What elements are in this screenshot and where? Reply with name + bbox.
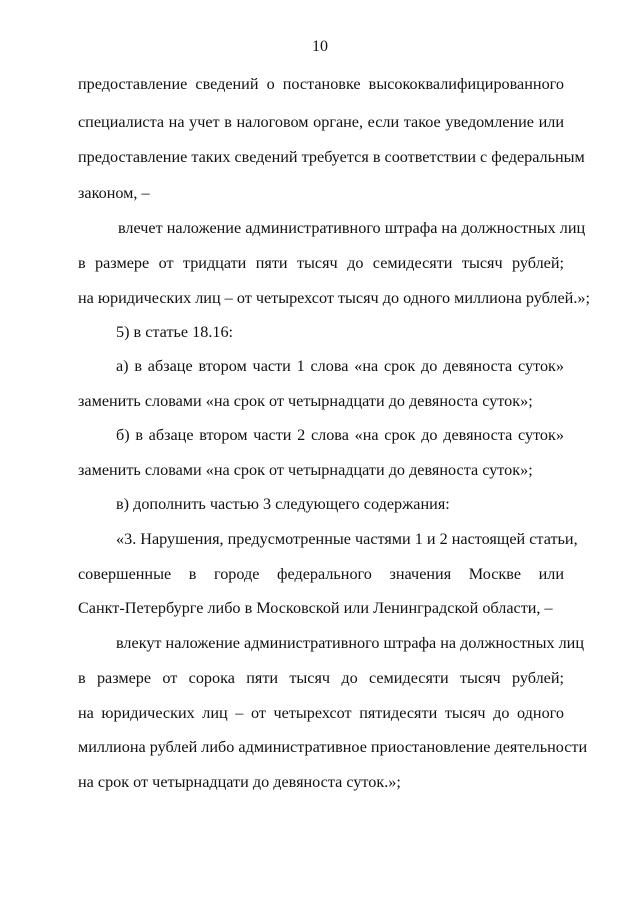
text-line: в размере от сорока пяти тысяч до семидесяти тысяч рублей;: [78, 669, 564, 687]
text-line: заменить словами «на срок от четырнадцати до девяноста суток»;: [78, 392, 533, 410]
text-line: в размере от тридцати пяти тысяч до семидесяти тысяч рублей;: [78, 254, 564, 272]
paragraph-first-line: б) в абзаце втором части 2 слова «на срок до девяноста суток»: [116, 426, 564, 444]
paragraph-first-line: а) в абзаце втором части 1 слова «на срок до девяноста суток»: [116, 357, 564, 375]
text-line: на юридических лиц – от четырехсот пятидесяти тысяч до одного: [78, 704, 564, 722]
paragraph-first-line: в) дополнить частью 3 следующего содержания:: [116, 495, 450, 513]
list-item-heading: 5) в статье 18.16:: [116, 323, 234, 341]
page-number: 10: [312, 38, 328, 55]
text-line: совершенные в городе федерального значения Москве или: [78, 565, 564, 583]
text-line: Санкт-Петербурге либо в Московской или Ленинградской области, –: [78, 599, 553, 617]
text-line: законом, –: [78, 184, 150, 202]
text-line: на срок от четырнадцати до девяноста суток.»;: [78, 773, 401, 791]
text-line: предоставление таких сведений требуется в соответствии с федеральным: [78, 148, 585, 166]
text-line: заменить словами «на срок от четырнадцати до девяноста суток»;: [78, 461, 533, 479]
text-line: предоставление сведений о постановке высококвалифицированного: [78, 75, 564, 93]
paragraph-first-line: влекут наложение административного штрафа на должностных лиц: [116, 634, 585, 652]
text-line: миллиона рублей либо административное приостановление деятельности: [78, 738, 588, 756]
text-line: специалиста на учет в налоговом органе, если такое уведомление или: [78, 113, 564, 131]
paragraph-first-line: влечет наложение административного штрафа на должностных лиц: [118, 219, 586, 237]
text-line: на юридических лиц – от четырехсот тысяч до одного миллиона рублей.»;: [78, 289, 590, 307]
paragraph-first-line: «3. Нарушения, предусмотренные частями 1 и 2 настоящей статьи,: [116, 530, 578, 548]
